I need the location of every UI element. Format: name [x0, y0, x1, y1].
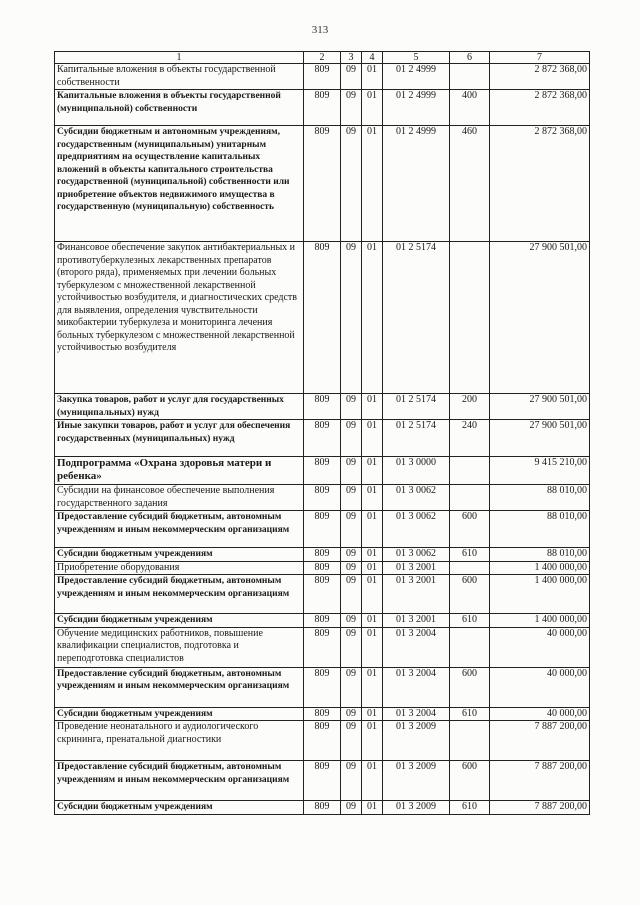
row-code-target: 01 3 2001	[383, 561, 450, 575]
row-code-section: 09	[341, 511, 362, 548]
row-code-expense-type: 610	[450, 614, 490, 628]
row-code-expense-type	[450, 485, 490, 511]
row-code-expense-type: 610	[450, 548, 490, 562]
row-amount: 40 000,00	[490, 707, 590, 721]
row-amount: 1 400 000,00	[490, 575, 590, 614]
row-name: Предоставление субсидий бюджетным, автономным учреждениям и иным некоммерческим организациям	[55, 575, 304, 614]
row-amount: 27 900 501,00	[490, 420, 590, 457]
row-code-expense-type: 240	[450, 420, 490, 457]
row-amount: 40 000,00	[490, 667, 590, 707]
row-code-target: 01 3 2004	[383, 667, 450, 707]
row-code-expense-type	[450, 721, 490, 761]
row-code-section: 09	[341, 801, 362, 815]
row-code-ministry: 809	[304, 561, 341, 575]
row-code-ministry: 809	[304, 801, 341, 815]
row-code-expense-type: 600	[450, 761, 490, 801]
table-row	[55, 548, 590, 562]
row-code-ministry: 809	[304, 394, 341, 420]
row-amount: 2 872 368,00	[490, 90, 590, 126]
row-code-target: 01 3 2004	[383, 627, 450, 667]
table-row	[55, 667, 590, 707]
row-code-section: 09	[341, 394, 362, 420]
row-amount: 88 010,00	[490, 485, 590, 511]
row-code-expense-type	[450, 627, 490, 667]
table-row	[55, 242, 590, 394]
row-code-target: 01 2 5174	[383, 420, 450, 457]
table-header-row	[55, 52, 590, 64]
row-code-section: 09	[341, 548, 362, 562]
row-code-target: 01 3 0062	[383, 485, 450, 511]
row-code-subsection: 01	[362, 90, 383, 126]
row-code-subsection: 01	[362, 420, 383, 457]
page-number: 313	[311, 24, 329, 36]
row-code-ministry: 809	[304, 485, 341, 511]
row-code-expense-type: 400	[450, 90, 490, 126]
row-code-target: 01 3 2001	[383, 614, 450, 628]
row-code-section: 09	[341, 707, 362, 721]
row-amount: 40 000,00	[490, 627, 590, 667]
row-code-target: 01 2 4999	[383, 90, 450, 126]
row-code-target: 01 3 0062	[383, 548, 450, 562]
row-code-ministry: 809	[304, 614, 341, 628]
row-code-subsection: 01	[362, 64, 383, 90]
row-code-target: 01 3 2009	[383, 721, 450, 761]
row-code-expense-type: 600	[450, 511, 490, 548]
row-code-ministry: 809	[304, 575, 341, 614]
row-code-ministry: 809	[304, 64, 341, 90]
row-code-target: 01 3 0000	[383, 457, 450, 485]
row-code-ministry: 809	[304, 242, 341, 394]
row-name: Предоставление субсидий бюджетным, автономным учреждениям и иным некоммерческим организациям	[55, 667, 304, 707]
row-code-subsection: 01	[362, 126, 383, 242]
row-code-subsection: 01	[362, 801, 383, 815]
table-row	[55, 575, 590, 614]
row-code-target: 01 2 4999	[383, 126, 450, 242]
row-code-ministry: 809	[304, 457, 341, 485]
column-header: 4	[362, 52, 383, 64]
row-amount: 7 887 200,00	[490, 721, 590, 761]
row-code-subsection: 01	[362, 561, 383, 575]
table-row	[55, 627, 590, 667]
row-name: Субсидии бюджетным учреждениям	[55, 801, 304, 815]
table-row	[55, 761, 590, 801]
row-code-subsection: 01	[362, 394, 383, 420]
row-code-subsection: 01	[362, 614, 383, 628]
row-code-target: 01 3 2004	[383, 707, 450, 721]
row-code-section: 09	[341, 420, 362, 457]
row-name: Проведение неонатального и аудиологического скрининга, пренатальной диагностики	[55, 721, 304, 761]
row-code-target: 01 3 2001	[383, 575, 450, 614]
row-amount: 2 872 368,00	[490, 126, 590, 242]
column-header: 5	[383, 52, 450, 64]
table-row	[55, 801, 590, 815]
row-code-expense-type	[450, 561, 490, 575]
row-code-ministry: 809	[304, 511, 341, 548]
table-row	[55, 721, 590, 761]
row-name: Субсидии бюджетным учреждениям	[55, 614, 304, 628]
table-row	[55, 614, 590, 628]
row-code-subsection: 01	[362, 485, 383, 511]
row-name: Закупка товаров, работ и услуг для государственных (муниципальных) нужд	[55, 394, 304, 420]
row-amount: 88 010,00	[490, 511, 590, 548]
column-header: 7	[490, 52, 590, 64]
row-code-subsection: 01	[362, 511, 383, 548]
row-code-expense-type: 200	[450, 394, 490, 420]
row-code-expense-type: 600	[450, 575, 490, 614]
row-code-section: 09	[341, 627, 362, 667]
row-code-section: 09	[341, 126, 362, 242]
row-code-subsection: 01	[362, 627, 383, 667]
row-name: Предоставление субсидий бюджетным, автономным учреждениям и иным некоммерческим организациям	[55, 511, 304, 548]
row-amount: 7 887 200,00	[490, 761, 590, 801]
row-name: Субсидии на финансовое обеспечение выполнения государственного задания	[55, 485, 304, 511]
row-code-expense-type	[450, 64, 490, 90]
table-row	[55, 64, 590, 90]
row-code-target: 01 3 2009	[383, 801, 450, 815]
table-row	[55, 511, 590, 548]
row-name: Подпрограмма «Охрана здоровья матери и ребенка»	[55, 457, 304, 485]
column-header: 3	[341, 52, 362, 64]
row-amount: 9 415 210,00	[490, 457, 590, 485]
table-row	[55, 90, 590, 126]
row-name: Приобретение оборудования	[55, 561, 304, 575]
row-name: Капитальные вложения в объекты государственной (муниципальной) собственности	[55, 90, 304, 126]
row-code-target: 01 2 5174	[383, 242, 450, 394]
row-code-subsection: 01	[362, 721, 383, 761]
row-name: Субсидии бюджетным и автономным учреждениям, государственным (муниципальным) унитарным предприятиям на осуществление капитальных вложений в объекты капитального строительства государственной (муниципальной) собственности или приобретение объектов недвижимого имущества в государственную (муниципальную) собственность	[55, 126, 304, 242]
row-code-ministry: 809	[304, 707, 341, 721]
row-code-subsection: 01	[362, 707, 383, 721]
row-code-subsection: 01	[362, 761, 383, 801]
row-code-ministry: 809	[304, 90, 341, 126]
table-body	[55, 64, 590, 815]
row-code-ministry: 809	[304, 627, 341, 667]
row-code-section: 09	[341, 90, 362, 126]
table-row	[55, 394, 590, 420]
row-code-expense-type	[450, 457, 490, 485]
column-header: 1	[55, 52, 304, 64]
row-amount: 27 900 501,00	[490, 242, 590, 394]
row-code-section: 09	[341, 242, 362, 394]
row-code-target: 01 3 2009	[383, 761, 450, 801]
row-code-ministry: 809	[304, 761, 341, 801]
table-row	[55, 561, 590, 575]
row-code-expense-type	[450, 242, 490, 394]
row-code-ministry: 809	[304, 548, 341, 562]
row-code-section: 09	[341, 761, 362, 801]
table-row	[55, 457, 590, 485]
row-amount: 27 900 501,00	[490, 394, 590, 420]
row-code-expense-type: 460	[450, 126, 490, 242]
row-code-ministry: 809	[304, 667, 341, 707]
table-row	[55, 707, 590, 721]
table-row	[55, 485, 590, 511]
row-amount: 88 010,00	[490, 548, 590, 562]
row-name: Субсидии бюджетным учреждениям	[55, 548, 304, 562]
row-code-section: 09	[341, 575, 362, 614]
row-code-ministry: 809	[304, 126, 341, 242]
row-code-section: 09	[341, 721, 362, 761]
row-code-target: 01 2 4999	[383, 64, 450, 90]
row-code-subsection: 01	[362, 575, 383, 614]
row-code-section: 09	[341, 485, 362, 511]
row-amount: 7 887 200,00	[490, 801, 590, 815]
row-code-subsection: 01	[362, 548, 383, 562]
row-code-section: 09	[341, 457, 362, 485]
table-row	[55, 420, 590, 457]
row-name: Иные закупки товаров, работ и услуг для обеспечения государственных (муниципальных) нужд	[55, 420, 304, 457]
row-code-target: 01 3 0062	[383, 511, 450, 548]
row-name: Финансовое обеспечение закупок антибактериальных и противотуберкулезных лекарственных препаратов (второго ряда), применяемых при лечении больных туберкулезом с множественной лекарственной устойчивостью возбудителя, и диагностических средств для выявления, определения чувствительности микобактерии туберкулеза и мониторинга лечения больных туберкулезом с множественной лекарственной устойчивостью возбудителя	[55, 242, 304, 394]
row-code-subsection: 01	[362, 457, 383, 485]
row-code-section: 09	[341, 561, 362, 575]
row-code-section: 09	[341, 64, 362, 90]
row-code-expense-type: 610	[450, 707, 490, 721]
row-code-ministry: 809	[304, 420, 341, 457]
column-header: 2	[304, 52, 341, 64]
row-code-ministry: 809	[304, 721, 341, 761]
budget-table	[54, 51, 590, 815]
row-code-subsection: 01	[362, 667, 383, 707]
row-amount: 1 400 000,00	[490, 561, 590, 575]
row-code-section: 09	[341, 667, 362, 707]
row-amount: 2 872 368,00	[490, 64, 590, 90]
row-name: Предоставление субсидий бюджетным, автономным учреждениям и иным некоммерческим организациям	[55, 761, 304, 801]
table-row	[55, 126, 590, 242]
row-code-section: 09	[341, 614, 362, 628]
row-code-expense-type: 600	[450, 667, 490, 707]
row-name: Обучение медицинских работников, повышение квалификации специалистов, подготовка и переподготовка специалистов	[55, 627, 304, 667]
column-header: 6	[450, 52, 490, 64]
row-code-expense-type: 610	[450, 801, 490, 815]
row-amount: 1 400 000,00	[490, 614, 590, 628]
row-name: Субсидии бюджетным учреждениям	[55, 707, 304, 721]
row-code-subsection: 01	[362, 242, 383, 394]
row-code-target: 01 2 5174	[383, 394, 450, 420]
row-name: Капитальные вложения в объекты государственной собственности	[55, 64, 304, 90]
